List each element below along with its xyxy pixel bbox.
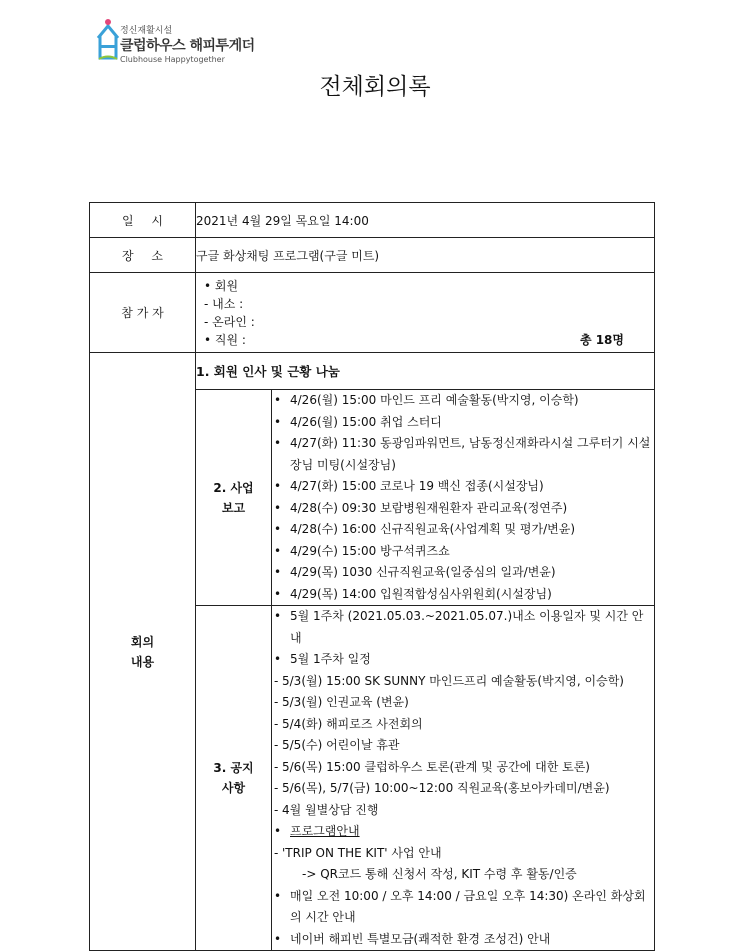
report-item bbox=[272, 433, 654, 476]
business-report-list bbox=[272, 390, 654, 605]
bullet-icon: • bbox=[274, 931, 282, 946]
section1-row bbox=[90, 353, 655, 390]
attendees-members: • 회원 bbox=[204, 278, 239, 293]
date-label: 일 시 bbox=[90, 203, 196, 238]
bullet-icon: • bbox=[274, 888, 282, 903]
report-item bbox=[272, 562, 654, 584]
notice-item bbox=[272, 649, 654, 671]
dash-marker: - bbox=[274, 845, 279, 860]
report-item-text: 4/29(목) 14:00 입원적합성심사위원회(시설장님) bbox=[290, 586, 552, 601]
notice-list bbox=[272, 606, 654, 950]
notice-item-text: 5/3(월) 인권교육 (변윤) bbox=[282, 695, 409, 709]
report-item-text: 4/27(화) 11:30 동광임파워먼트, 남동정신재화라시설 그루터기 시설장님 미팅(시설장님) bbox=[290, 436, 651, 472]
notice-item bbox=[272, 606, 654, 649]
report-item bbox=[272, 541, 654, 563]
place-row bbox=[90, 238, 655, 273]
report-item bbox=[272, 390, 654, 412]
bullet-icon: • bbox=[274, 414, 282, 429]
date-row bbox=[90, 203, 655, 238]
report-item bbox=[272, 498, 654, 520]
bullet-icon: • bbox=[274, 543, 282, 558]
bullet-icon: • bbox=[274, 436, 282, 450]
notice-item bbox=[272, 714, 654, 736]
attendees-label: 참 가 자 bbox=[90, 273, 196, 353]
notice-item-text: 5/3(월) 15:00 SK SUNNY 마인드프리 예술활동(박지영, 이승학) bbox=[282, 673, 624, 688]
attendees-row bbox=[90, 273, 655, 353]
notice-item bbox=[272, 735, 654, 757]
house-logo-icon bbox=[96, 18, 120, 62]
logo-english-name: Clubhouse Happytogether bbox=[120, 55, 225, 64]
notice-item bbox=[272, 843, 654, 865]
logo-subtitle: 정신재활시설 bbox=[120, 26, 173, 36]
report-item bbox=[272, 412, 654, 434]
notice-item-text: 5/6(목), 5/7(금) 10:00~12:00 직원교육(홍보아카데미/변윤) bbox=[282, 781, 610, 795]
bullet-icon: • bbox=[274, 565, 282, 579]
report-item bbox=[272, 519, 654, 541]
bullet-icon: • bbox=[274, 500, 282, 515]
minutes-table bbox=[89, 202, 655, 951]
date-value: 2021년 4월 29일 목요일 14:00 bbox=[196, 203, 655, 238]
section1-title: 1. 회원 인사 및 근황 나눔 bbox=[196, 353, 655, 390]
notice-item bbox=[272, 886, 654, 929]
attendees-total: 총 18명 bbox=[579, 332, 624, 347]
dash-marker: - bbox=[274, 802, 279, 817]
notice-item bbox=[272, 778, 654, 800]
attendees-online: - 온라인 : bbox=[204, 314, 255, 329]
place-label: 장 소 bbox=[90, 238, 196, 273]
place-value: 구글 화상채팅 프로그램(구글 미트) bbox=[196, 238, 655, 273]
notice-item-text: 5월 1주차 (2021.05.03.~2021.05.07.)내소 이용일자 및 시간 안내 bbox=[290, 609, 644, 645]
section2-items bbox=[272, 390, 655, 606]
attendees-staff-line bbox=[196, 331, 654, 349]
notice-item-text: 5/4(화) 해피로즈 사전회의 bbox=[282, 716, 423, 731]
notice-item-text: 'TRIP ON THE KIT' 사업 안내 bbox=[282, 845, 442, 860]
section3-label: 3. 공지 사항 bbox=[196, 606, 272, 951]
clubhouse-logo bbox=[96, 18, 296, 68]
notice-item-text: 네이버 해피빈 특별모금(쾌적한 환경 조성건) 안내 bbox=[290, 931, 551, 946]
report-item-text: 4/28(수) 16:00 신규직원교육(사업계획 및 평가/변윤) bbox=[290, 522, 576, 536]
notice-item bbox=[272, 692, 654, 714]
report-item bbox=[272, 476, 654, 498]
document-title: 전체회의록 bbox=[319, 74, 431, 100]
report-item-text: 4/29(목) 1030 신규직원교육(일중심의 일과/변윤) bbox=[290, 565, 556, 579]
logo-name: 클럽하우스 해피투게더 bbox=[120, 38, 255, 54]
notice-item-text: 5/5(수) 어린이날 휴관 bbox=[282, 738, 400, 752]
bullet-icon: • bbox=[274, 652, 282, 666]
notice-item-text: 프로그램안내 bbox=[290, 824, 360, 838]
section2-label: 2. 사업 보고 bbox=[196, 390, 272, 606]
notice-item-text: 4월 월별상담 진행 bbox=[282, 802, 379, 817]
report-item-text: 4/26(월) 15:00 마인드 프리 예술활동(박지영, 이승학) bbox=[290, 393, 579, 407]
dash-marker: - bbox=[274, 695, 279, 709]
attendees-cell bbox=[196, 273, 655, 353]
notice-item-text: 매일 오전 10:00 / 오후 14:00 / 금요일 오후 14:30) 온라인 화상회의 시간 안내 bbox=[290, 888, 646, 924]
notice-item bbox=[272, 671, 654, 693]
dash-marker: - bbox=[274, 673, 279, 688]
notice-item bbox=[272, 864, 654, 886]
notice-item bbox=[272, 757, 654, 779]
dash-marker: - bbox=[274, 716, 279, 731]
report-item-text: 4/26(월) 15:00 취업 스터디 bbox=[290, 414, 442, 429]
bullet-icon: • bbox=[274, 522, 282, 536]
bullet-icon: • bbox=[274, 586, 282, 601]
notice-item bbox=[272, 821, 654, 843]
dash-marker: - bbox=[274, 759, 279, 774]
dash-marker: - bbox=[274, 738, 279, 752]
bullet-icon: • bbox=[274, 609, 282, 623]
dash-marker: - bbox=[274, 781, 279, 795]
notice-item-text: 5월 1주차 일정 bbox=[290, 652, 371, 666]
bullet-icon: • bbox=[274, 393, 282, 407]
attendees-internal: - 내소 : bbox=[204, 296, 244, 311]
notice-item-text: 5/6(목) 15:00 클럽하우스 토론(관계 및 공간에 대한 토론) bbox=[282, 759, 590, 774]
report-item-text: 4/27(화) 15:00 코로나 19 백신 접종(시설장님) bbox=[290, 479, 544, 493]
notice-item-text: -> QR코드 통해 신청서 작성, KIT 수령 후 활동/인증 bbox=[302, 867, 577, 881]
notice-item bbox=[272, 800, 654, 822]
section3-items bbox=[272, 606, 655, 951]
report-item-text: 4/28(수) 09:30 보람병원재원환자 관리교육(정연주) bbox=[290, 500, 568, 515]
content-label: 회의 내용 bbox=[90, 353, 196, 951]
bullet-icon: • bbox=[274, 824, 282, 838]
report-item-text: 4/29(수) 15:00 방구석퀴즈쇼 bbox=[290, 543, 450, 558]
report-item bbox=[272, 584, 654, 606]
notice-item bbox=[272, 929, 654, 951]
bullet-icon: • bbox=[274, 479, 282, 493]
attendees-staff: • 직원 : bbox=[204, 332, 246, 347]
